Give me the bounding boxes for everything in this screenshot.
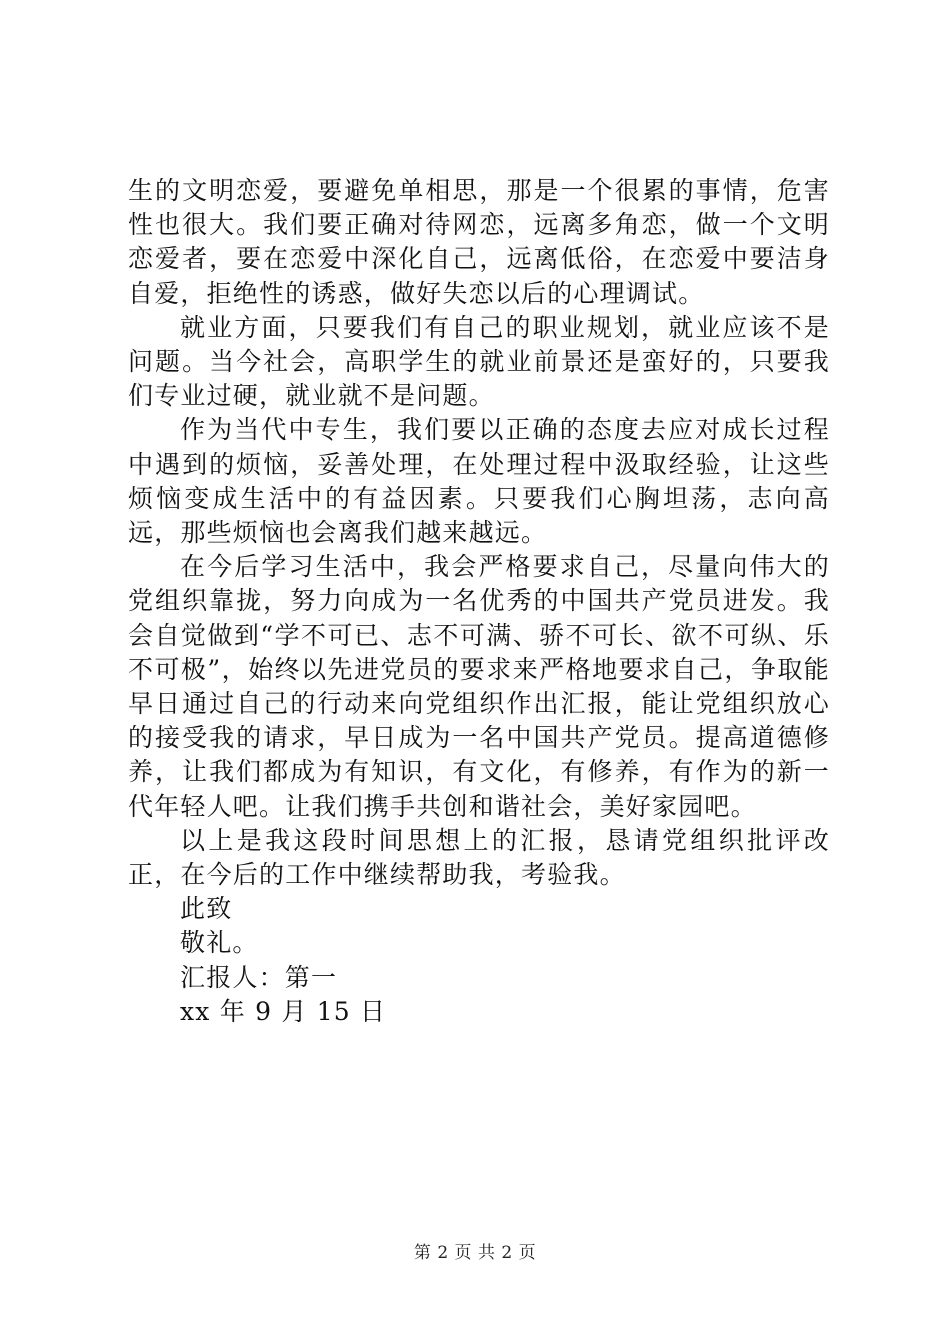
paragraph-summary: 以上是我这段时间思想上的汇报，恳请党组织批评改正，在今后的工作中继续帮助我，考验我。 [128,825,830,890]
paragraph-employment: 就业方面，只要我们有自己的职业规划，就业应该不是问题。当今社会，高职学生的就业前景还是蛮好的，只要我们专业过硬，就业就不是问题。 [128,312,830,411]
closing-line: 此致 [180,894,233,924]
paragraph-love: 生的文明恋爱，要避免单相思，那是一个很累的事情，危害性也很大。我们要正确对待网恋，远离多角恋，做一个文明恋爱者，要在恋爱中深化自己，远离低俗，在恋爱中要洁身自爱，拒绝性的诱惑，做好失恋以后的心理调试。 [128,176,830,308]
paragraph-commitment: 在今后学习生活中，我会严格要求自己，尽量向伟大的党组织靠拢，努力向成为一名优秀的中国共产党员进发。我会自觉做到“学不可已、志不可满、骄不可长、欲不可纵、乐不可极”，始终以先进党员的要求来严格地要求自己，争取能早日通过自己的行动来向党组织作出汇报，能让党组织放心的接受我的请求，早日成为一名中国共产党员。提高道德修养，让我们都成为有知识，有文化，有修养，有作为的新一代年轻人吧。让我们携手共创和谐社会，美好家园吧。 [128,552,830,821]
document-body [128,174,830,1029]
date-line: xx 年 9 月 15 日 [180,996,387,1026]
reporter-line: 汇报人：第一 [180,962,338,992]
salute-line: 敬礼。 [180,928,259,958]
page-footer: 第 2 页 共 2 页 [413,1243,537,1263]
paragraph-troubles: 作为当代中专生，我们要以正确的态度去应对成长过程中遇到的烦恼，妥善处理，在处理过程中汲取经验，让这些烦恼变成生活中的有益因素。只要我们心胸坦荡，志向高远，那些烦恼也会离我们越来越远。 [128,415,830,548]
